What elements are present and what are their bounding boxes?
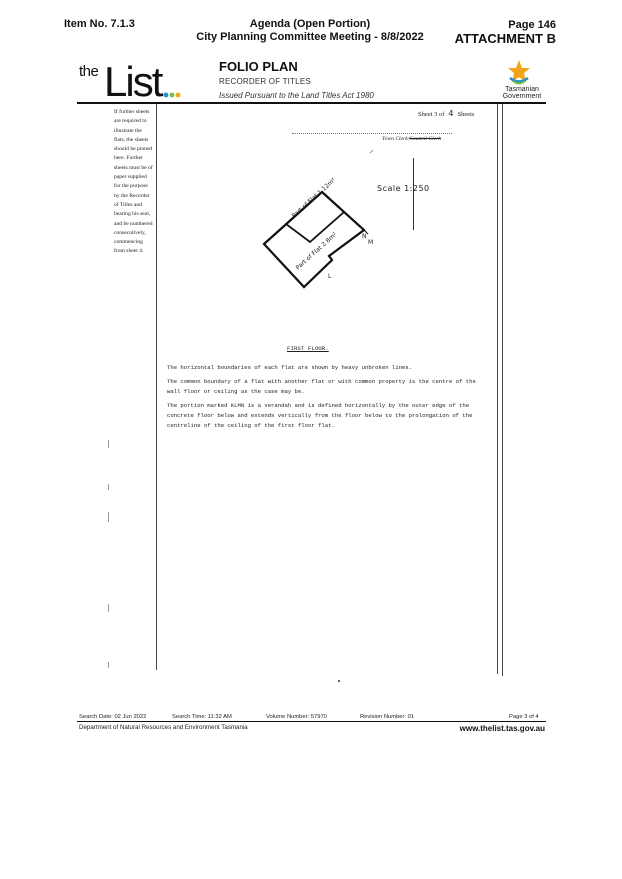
thelist-logo	[78, 56, 188, 100]
header-rule	[77, 102, 546, 104]
first-floor-title: FIRST FLOOR.	[287, 345, 329, 352]
scale-label: Scale 1:250	[377, 184, 430, 193]
logo-dot-orange	[176, 93, 181, 98]
revision-number: Revision Number: 01	[360, 714, 415, 720]
town-clerk-label: Town Clerk/Council Clerk	[382, 136, 441, 142]
search-time: Search Time: 11:32 AM	[172, 714, 232, 720]
tasmanian-government-crest-icon	[504, 58, 534, 86]
agenda-line-2: City Planning Committee Meeting - 8/8/2022	[196, 31, 424, 43]
agenda-heading	[190, 18, 430, 44]
scan-mark	[108, 440, 109, 448]
frame-line-right-outer	[502, 104, 503, 676]
recorder-of-titles: RECORDER OF TITLES	[219, 77, 311, 86]
unit-b-label: Part of Flat 2 8m²	[294, 231, 339, 272]
footer-rule	[77, 721, 546, 722]
page-of: Page 3 of 4	[509, 714, 539, 720]
search-date: Search Date: 02 Jun 2022	[79, 714, 147, 720]
scan-dot	[338, 680, 340, 682]
volume-number: Volume Number: 57970	[266, 714, 327, 720]
frame-line-right	[497, 104, 498, 674]
tasmanian-government-text: Tasmanian Government	[502, 86, 542, 100]
svg-text:the: the	[79, 63, 99, 80]
logo-dot-green	[170, 93, 175, 98]
sheet-total: 4	[448, 109, 454, 118]
svg-text:List: List	[104, 58, 162, 100]
website-link[interactable]: www.thelist.tas.gov.au	[459, 724, 545, 733]
note-horizontal-boundaries: The horizontal boundaries of each flat are shown by heavy unbroken lines.	[167, 364, 413, 371]
page-info	[450, 18, 556, 46]
scan-mark	[108, 604, 109, 612]
department-name: Department of Natural Resources and Environment Tasmania	[79, 724, 248, 731]
scan-mark	[108, 484, 109, 490]
note-verandah: The portion marked KLMN is a verandah and is defined horizontally by the outer edge of the concrete floor below and extends vertically from the floor below to the prolongation of the centreline of the ceiling of the first floor flat.	[167, 402, 473, 429]
point-l: L	[328, 273, 332, 280]
scan-mark	[108, 512, 109, 522]
point-n: N	[362, 233, 367, 240]
signature-line	[292, 133, 452, 134]
folio-plan-title: FOLIO PLAN	[219, 59, 298, 74]
attachment-label: ATTACHMENT B	[454, 31, 556, 46]
page-number: Page 146	[508, 19, 556, 31]
pointer-line	[413, 158, 414, 230]
floor-plan-drawing	[258, 150, 388, 290]
issued-pursuant: Issued Pursuant to the Land Titles Act 1980	[219, 91, 374, 100]
frame-line-left	[156, 104, 157, 670]
agenda-line-1: Agenda (Open Portion)	[249, 18, 371, 30]
sheet-number: Sheet 3 of 4 Sheets	[418, 109, 475, 118]
note-common-boundary: The common boundary of a flat with another flat or with common property is the centre of the wall floor or ceiling as the case may be.	[167, 378, 476, 395]
side-instruction-note: If further sheets are required to illustrate the flats, the sheets should be pinned here. Further sheets must be of paper supplied for the purpose by the Recorder of Titles and bearing his seal, and be numbered consecutively, commencing from sheet 4.	[114, 109, 153, 255]
logo-dot-blue	[164, 93, 169, 98]
item-number: Item No. 7.1.3	[64, 18, 135, 30]
point-m: M	[368, 239, 374, 246]
unit-a-label: Part of Flat 1 12m²	[290, 176, 338, 220]
scan-mark	[108, 662, 109, 668]
